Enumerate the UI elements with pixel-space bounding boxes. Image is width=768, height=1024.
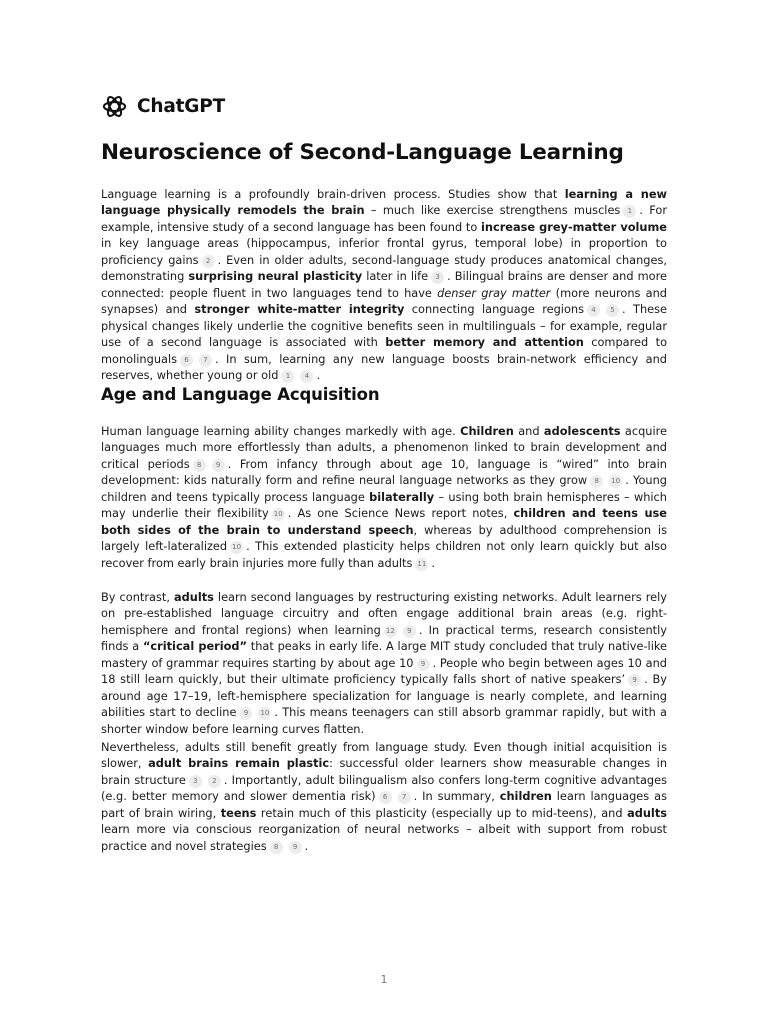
citation-badge[interactable]: 9 <box>403 625 416 638</box>
text-run: . These physical changes likely underlie the cognitive benefits seen in multilinguals – for example, regular use of a second language is associated with <box>101 302 671 350</box>
bold-text: bilaterally <box>369 489 435 504</box>
bold-text: better memory and attention <box>385 335 584 350</box>
text-run: . In summary, <box>413 789 500 804</box>
citation-badge[interactable]: 3 <box>431 271 444 284</box>
text-run: . This extended plasticity helps children not only learn quickly but also recover from early brain injuries more fully than adults <box>101 539 671 570</box>
bold-text: adolescents <box>543 424 621 438</box>
text-run: learn more via conscious reorganization of neural networks – albeit with support from robust practice and novel strategies <box>101 805 671 853</box>
bold-text: increase grey-matter volume <box>481 219 667 234</box>
bold-text: stronger white-matter integrity <box>194 302 405 317</box>
text-run: . By around age 17–19, left-hemisphere specialization for language is nearly complete, and learning abilities start to decline <box>101 672 671 720</box>
text-run: that peaks in early life. A large MIT study concluded that truly native-like mastery of grammar requires starting by about age 10 <box>101 639 671 670</box>
text-run: . Bilingual brains are denser and more connected: people fluent in two languages tend to have <box>101 269 671 300</box>
bold-text: adult brains remain plastic <box>148 756 330 771</box>
bold-text: surprising neural plasticity <box>188 269 363 284</box>
citation-badge[interactable]: 9 <box>417 658 430 671</box>
bold-text: children and teens use both sides of the brain to understand speech <box>101 506 671 537</box>
text-run: in key language areas (hippocampus, inferior frontal gyrus, temporal lobe) in proportion to proficiency gains <box>101 219 671 267</box>
text-run: Nevertheless, adults still benefit greatly from language study. Even though initial acquisition is slower, <box>101 740 671 771</box>
text-run: . This means teenagers can still absorb grammar rapidly, but with a shorter window before learning curves flatten. <box>101 705 671 736</box>
text-run: later in life <box>362 269 429 284</box>
citation-badge[interactable]: 2 <box>202 255 215 268</box>
citation-badge[interactable]: 4 <box>587 304 600 317</box>
citation-badge[interactable]: 8 <box>193 459 206 472</box>
brand-header <box>101 93 225 120</box>
citation-badge[interactable]: 1 <box>623 205 636 218</box>
text-run: . <box>316 367 321 382</box>
age-paragraph-summary <box>101 739 671 854</box>
text-run: . Young children and teens typically process language <box>101 473 671 504</box>
italic-text: denser gray matter <box>437 285 551 300</box>
text-run: . <box>304 838 309 853</box>
text-run: . For example, intensive study of a second language has been found to <box>101 203 671 234</box>
text-run: and <box>513 424 544 438</box>
age-paragraph-adults <box>101 589 671 737</box>
citation-badge[interactable]: 7 <box>398 791 411 804</box>
section-heading-age: Age and Language Acquisition <box>101 385 380 404</box>
text-run: By contrast, <box>101 590 174 604</box>
citation-badge[interactable]: 10 <box>230 541 243 554</box>
citation-badge[interactable]: 9 <box>289 841 302 854</box>
bold-text: adults <box>627 805 667 820</box>
citation-badge[interactable]: 7 <box>199 354 212 367</box>
text-run: acquire languages much more effortlessly than adults, a phenomenon linked to brain development and critical periods <box>101 424 671 471</box>
text-run: connecting language regions <box>404 302 584 317</box>
text-run: compared to monolinguals <box>101 335 671 366</box>
citation-badge[interactable]: 2 <box>208 775 221 788</box>
text-run: . Even in older adults, second-language study produces anatomical changes, demonstrating <box>101 252 671 284</box>
openai-logo-icon <box>101 93 128 120</box>
text-run: . In sum, learning any new language boosts brain-network efficiency and reserves, whether young or old <box>101 351 671 382</box>
text-run: – much like exercise strengthens muscles <box>364 203 621 218</box>
bold-text: teens <box>220 805 257 820</box>
citation-badge[interactable]: 6 <box>180 354 193 367</box>
text-run: – using both brain hemispheres – which may underlie their flexibility <box>101 489 671 521</box>
citation-badge[interactable]: 5 <box>606 304 619 317</box>
text-run: . People who begin between ages 10 and 18 still learn quickly, but their ultimate proficiency typically falls short of native speakers’ <box>101 655 671 687</box>
text-run: . Importantly, adult bilingualism also confers long-term cognitive advantages (e.g. better memory and slower dementia risk) <box>101 772 671 804</box>
brand-name: ChatGPT <box>137 96 226 117</box>
text-run: . As one Science News report notes, <box>287 506 514 521</box>
citation-badge[interactable]: 9 <box>212 459 225 472</box>
bold-text: adults <box>173 590 214 604</box>
citation-badge[interactable]: 8 <box>270 841 283 854</box>
citation-badge[interactable]: 10 <box>258 707 271 720</box>
text-run: Human language learning ability changes markedly with age. <box>101 424 461 438</box>
citation-badge[interactable]: 9 <box>628 674 641 687</box>
citation-badge[interactable]: 9 <box>239 707 252 720</box>
citation-badge[interactable]: 11 <box>415 558 428 571</box>
intro-paragraph <box>101 186 671 383</box>
text-run: . <box>431 555 435 570</box>
citation-badge[interactable]: 1 <box>281 370 294 383</box>
document-title: Neuroscience of Second-Language Learning <box>101 140 624 165</box>
age-paragraph-children <box>101 423 671 571</box>
citation-badge[interactable]: 3 <box>189 775 202 788</box>
citation-badge[interactable]: 12 <box>384 625 397 638</box>
citation-badge[interactable]: 10 <box>609 475 622 488</box>
text-run: learn second languages by restructuring existing networks. Adult learners rely on pre-established language circuitry and often engage additional brain areas (e.g. right-hemisphere and frontal regions) when learning <box>101 590 671 637</box>
bold-text: learning a new language physically remodels the brain <box>101 187 671 218</box>
page-number: 1 <box>380 973 388 986</box>
bold-text: “critical period” <box>142 639 247 654</box>
citation-badge[interactable]: 4 <box>300 370 313 383</box>
bold-text: Children <box>460 424 514 438</box>
text-run: retain much of this plasticity (especially up to mid-teens), and <box>256 805 628 820</box>
citation-badge[interactable]: 6 <box>379 791 392 804</box>
text-run: . In practical terms, research consistently finds a <box>101 622 671 654</box>
text-run: , whereas by adulthood comprehension is largely left-lateralized <box>101 522 671 554</box>
citation-badge[interactable]: 8 <box>590 475 603 488</box>
bold-text: children <box>499 789 552 804</box>
citation-badge[interactable]: 10 <box>272 508 285 521</box>
text-run: . From infancy through about age 10, language is “wired” into brain development: kids naturally form and refine neural language networks as they grow <box>101 456 671 488</box>
text-run: learn languages as part of brain wiring, <box>101 789 671 820</box>
text-run: : successful older learners show measurable changes in brain structure <box>101 756 671 787</box>
text-run: Language learning is a profoundly brain-driven process. Studies show that <box>101 187 565 201</box>
text-run: (more neurons and synapses) and <box>101 285 671 317</box>
